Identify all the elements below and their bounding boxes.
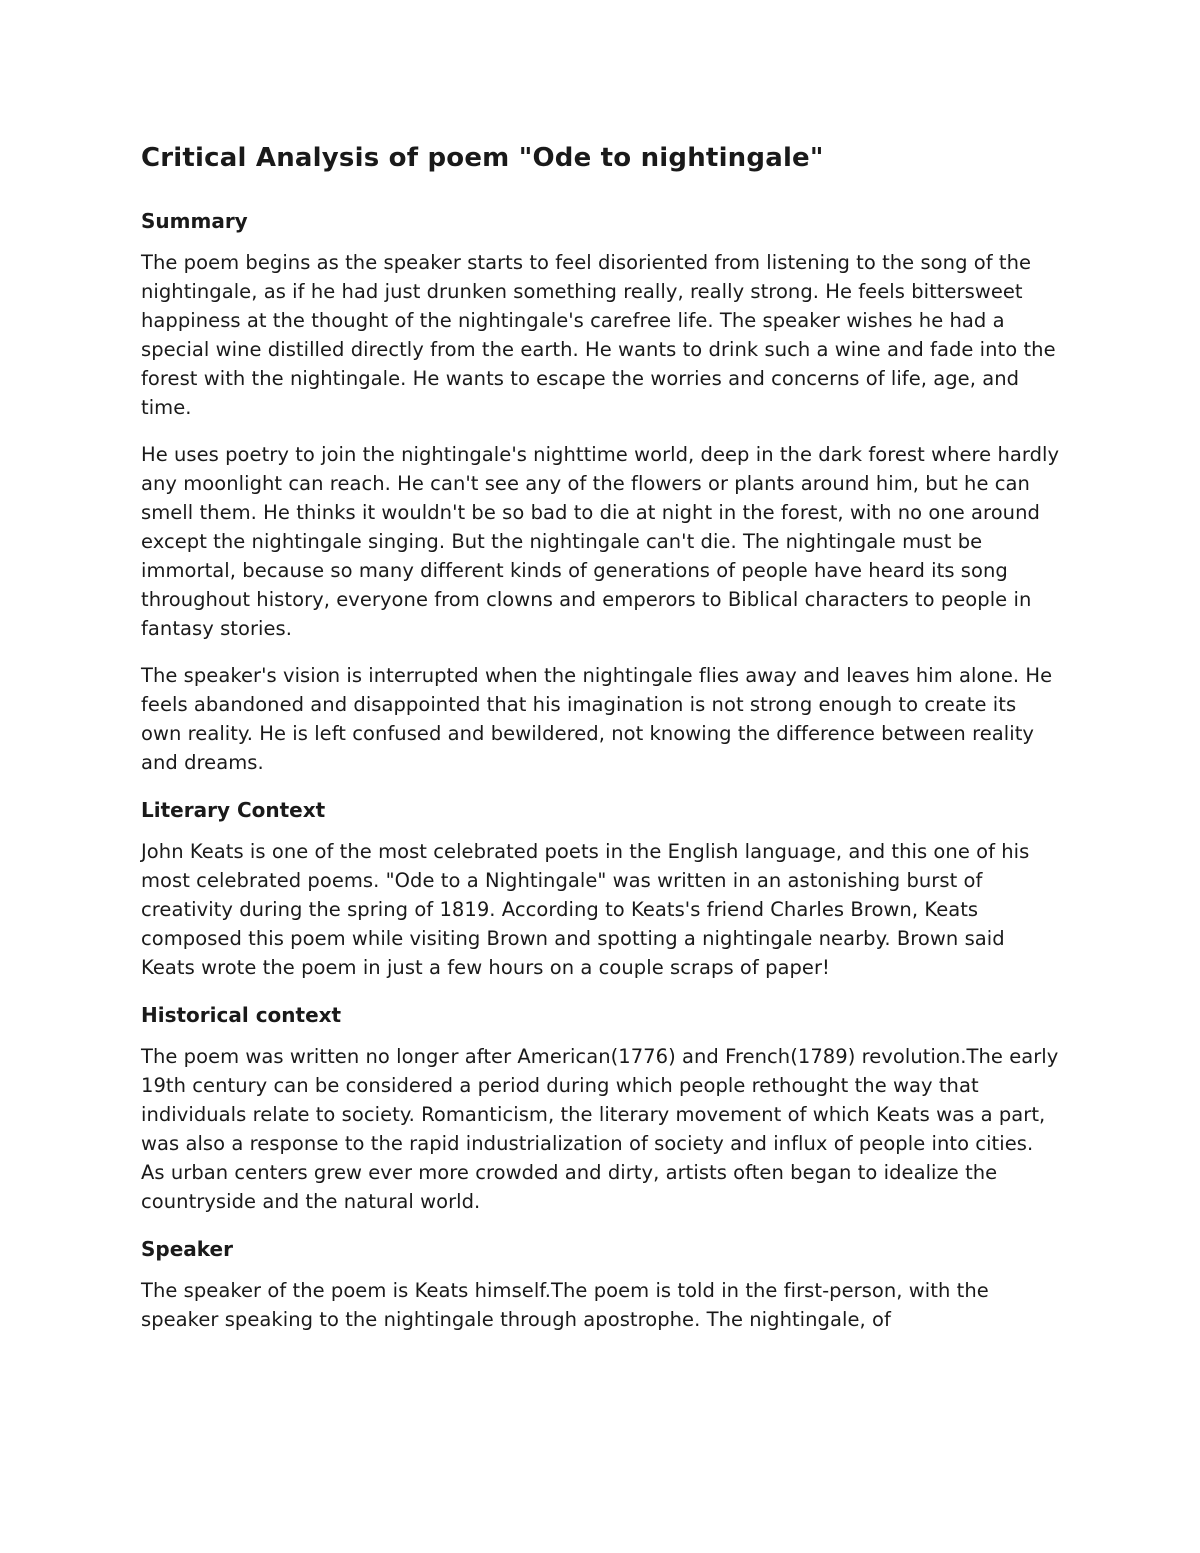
literary-context-paragraph: John Keats is one of the most celebrated poets in the English language, and this one of his most celebrated poems. "Ode to a Nightingale" was written in an astonishing burst of creativity during the spring of 1819. According to Keats's friend Charles Brown, Keats composed this poem while visiting Brown and spotting a nightingale nearby. Brown said Keats wrote the poem in just a few hours on a couple scraps of paper! [141, 840, 1030, 979]
historical-context-paragraph: The poem was written no longer after American(1776) and French(1789) revolution.The early 19th century can be considered a period during which people rethought the way that individuals relate to society. Romanticism, the literary movement of which Keats was a part, was also a response to the rapid industrialization of society and influx of people into cities. As urban centers grew ever more crowded and dirty, artists often began to idealize the countryside and the natural world. [141, 1045, 1059, 1213]
speaker-paragraph: The speaker of the poem is Keats himself.The poem is told in the first-person, with the speaker speaking to the nightingale through apostrophe. The nightingale, of [141, 1279, 989, 1331]
summary-paragraph-3: The speaker's vision is interrupted when the nightingale flies away and leaves him alone. He feels abandoned and disappointed that his imagination is not strong enough to create its own reality. He is left confused and bewildered, not knowing the difference between reality and dreams. [141, 664, 1053, 774]
section-heading-summary: Summary [141, 209, 248, 233]
section-heading-historical-context: Historical context [141, 1003, 342, 1027]
document-page [141, 136, 1061, 1352]
summary-paragraph-1: The poem begins as the speaker starts to feel disoriented from listening to the song of the nightingale, as if he had just drunken something really, really strong. He feels bittersweet happiness at the thought of the nightingale's carefree life. The speaker wishes he had a special wine distilled directly from the earth. He wants to drink such a wine and fade into the forest with the nightingale. He wants to escape the worries and concerns of life, age, and time. [141, 251, 1056, 419]
document-title: Critical Analysis of poem "Ode to nightingale" [141, 143, 824, 173]
section-heading-speaker: Speaker [141, 1237, 233, 1261]
section-heading-literary-context: Literary Context [141, 798, 326, 822]
summary-paragraph-2: He uses poetry to join the nightingale's nighttime world, deep in the dark forest where hardly any moonlight can reach. He can't see any of the flowers or plants around him, but he can smell them. He thinks it wouldn't be so bad to die at night in the forest, with no one around except the nightingale singing. But the nightingale can't die. The nightingale must be immortal, because so many different kinds of generations of people have heard its song throughout history, everyone from clowns and emperors to Biblical characters to people in fantasy stories. [141, 443, 1060, 640]
